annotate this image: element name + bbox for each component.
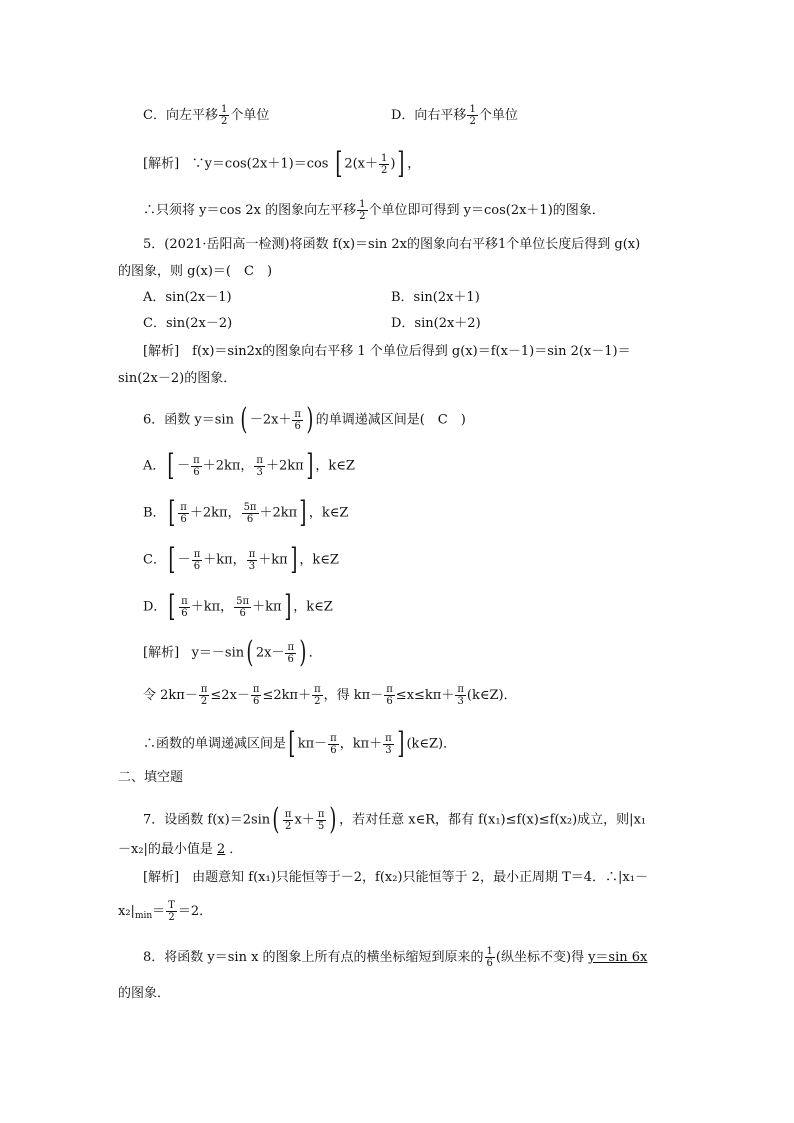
q6-option-b: B．[ $\frac{\pi}{6}$ ＋2kπ， $\frac{5\pi}{6}$ ＋2kπ] ，k∈Z [143, 495, 349, 530]
section-heading: 二、填空题 [118, 770, 184, 785]
answer-blank: y＝sin 6x [588, 950, 648, 965]
fraction: $\frac{\pi}{6}$ [180, 501, 187, 525]
q4-conclusion: ∴只须将 y＝cos 2x 的图象向左平移 $\frac{1}{2}$ 个单位即可得到 y＝cos(2x＋1)的图象． [143, 199, 605, 222]
fraction: $\frac{1}{2}$ [359, 199, 366, 222]
q6-stem: 6．函数 y＝sin ( －2x＋ $\frac{\pi}{6}$ ) 的单调递减区间是( C ) [143, 402, 466, 437]
q4-option-c-tail: 个单位 [230, 108, 270, 123]
fraction: $\frac{\pi}{2}$ [314, 684, 321, 707]
fraction: $\frac{5\pi}{6}$ [243, 501, 257, 525]
q4-option-d [391, 104, 518, 127]
q5-option-b: B．sin(2x＋1) [391, 290, 480, 305]
fraction: $\frac{\pi}{6}$ [330, 732, 337, 756]
fraction: $\frac{\pi}{6}$ [193, 454, 200, 478]
fraction: $\frac{T}{2}$ [168, 900, 175, 923]
q4-option-d-tail: 个单位 [478, 108, 518, 123]
q5-option-a: A．sin(2x－1) [143, 290, 232, 305]
q5-stem-line2: 的图象，则 g(x)＝( C ) [118, 264, 273, 279]
fraction: $\frac{\pi}{6}$ [294, 408, 301, 432]
fraction: $\frac{\pi}{3}$ [457, 684, 464, 707]
q5-option-c: C．sin(2x－2) [143, 316, 233, 331]
q4-option-c [143, 104, 269, 127]
fraction: $\frac{\pi}{6}$ [287, 641, 295, 665]
fraction: $\frac{\pi}{6}$ [181, 595, 188, 619]
q4-option-d-text: D．向右平移 [391, 108, 467, 123]
q5-stem-line1: 5．(2021·岳阳高一检测)将函数 f(x)＝sin 2x的图象向右平移1个单位长度后得到 g(x) [143, 237, 641, 252]
q5-analysis-line2: sin(2x－2)的图象． [118, 371, 237, 386]
analysis-label: [解析] [143, 645, 180, 661]
fraction: $\frac{\pi}{6}$ [386, 684, 393, 707]
q6-analysis-line2: 令 2kπ－ $\frac{\pi}{2}$ ≤2x－ $\frac{\pi}{6}$ ≤2kπ＋ $\frac{\pi}{2}$ ，得 kπ－ $\frac{\pi}{6}$ ≤x≤kπ＋ $\frac{\pi}{3}$ (k∈Z)． [143, 684, 517, 707]
q7-analysis-line2: $x_2|_{min}=$ $\frac{T}{2}$ ＝2． [118, 900, 213, 923]
q4-analysis: [解析] ∵y＝cos(2x＋1)＝cos [ 2(x＋ $\frac{1}{2}$ )] ， [143, 146, 421, 181]
q8-stem-line1: 8．将函数 y＝sin x 的图象上所有点的横坐标缩短到原来的 $\frac{1}{6}$ (纵坐标不变)得 y＝sin 6x [143, 946, 651, 969]
q5-analysis-line1: [解析] f(x)＝sin2x的图象向右平移 1 个单位后得到 g(x)＝f(x－1)＝sin 2(x－1)＝ [143, 344, 631, 359]
fraction: $\frac{\pi}{3}$ [248, 548, 256, 572]
q5-option-d: D．sin(2x＋2) [391, 316, 481, 331]
fraction: $\frac{\pi}{3}$ [256, 454, 263, 478]
q7-analysis-line1: [解析] 由题意知 f(x₁)只能恒等于－2，f(x₂)只能恒等于 2，最小正周期 T＝4．∴|x₁－ [143, 870, 648, 885]
q8-stem-line2: 的图象． [118, 986, 171, 1001]
fraction: $\frac{1}{2}$ [469, 104, 476, 127]
fraction: $\frac{1}{2}$ [381, 152, 388, 176]
fraction: $\frac{1}{6}$ [486, 946, 493, 969]
fraction: $\frac{\pi}{5}$ [317, 808, 325, 832]
answer-blank: 2 [216, 842, 226, 857]
fraction: $\frac{\pi}{3}$ [385, 732, 392, 756]
fraction: $\frac{\pi}{6}$ [193, 548, 201, 572]
q4-option-c-text: C．向左平移 [143, 108, 218, 123]
fraction: $\frac{5\pi}{6}$ [236, 595, 250, 619]
q6-analysis-line1: [解析] y＝－sin( 2x－ $\frac{\pi}{6}$ ) ． [143, 635, 322, 670]
q7-stem-line1: 7．设函数 f(x)＝2sin( $\frac{\pi}{2}$ x＋ $\frac{\pi}{5}$ ) ，若对任意 x∈R，都有 f(x₁)≤f(x)≤f(x₂)成立，则|x₁ [143, 802, 647, 837]
q6-option-d: D．[ $\frac{\pi}{6}$ ＋kπ， $\frac{5\pi}{6}$ ＋kπ] ，k∈Z [143, 589, 333, 624]
fraction: $\frac{\pi}{2}$ [200, 684, 208, 707]
fraction: $\frac{1}{2}$ [220, 104, 228, 127]
q4-analysis-text: ∵y＝cos(2x＋1)＝cos [191, 156, 329, 172]
fraction: $\frac{\pi}{6}$ [252, 684, 260, 707]
q6-option-a: A．[ － $\frac{\pi}{6}$ ＋2kπ， $\frac{\pi}{3}$ ＋2kπ] ，k∈Z [143, 448, 355, 483]
q6-analysis-line3: ∴函数的单调递减区间是[ kπ－ $\frac{\pi}{6}$ ，kπ＋ $\frac{\pi}{3}$ ] (k∈Z)． [143, 726, 457, 761]
q7-stem-line2: －x₂|的最小值是 2 ． [118, 842, 243, 857]
analysis-label: [解析] [143, 156, 180, 172]
q6-option-c: C．[ － $\frac{\pi}{6}$ ＋kπ， $\frac{\pi}{3}$ ＋kπ] ，k∈Z [143, 542, 339, 577]
fraction: $\frac{\pi}{2}$ [284, 808, 292, 832]
